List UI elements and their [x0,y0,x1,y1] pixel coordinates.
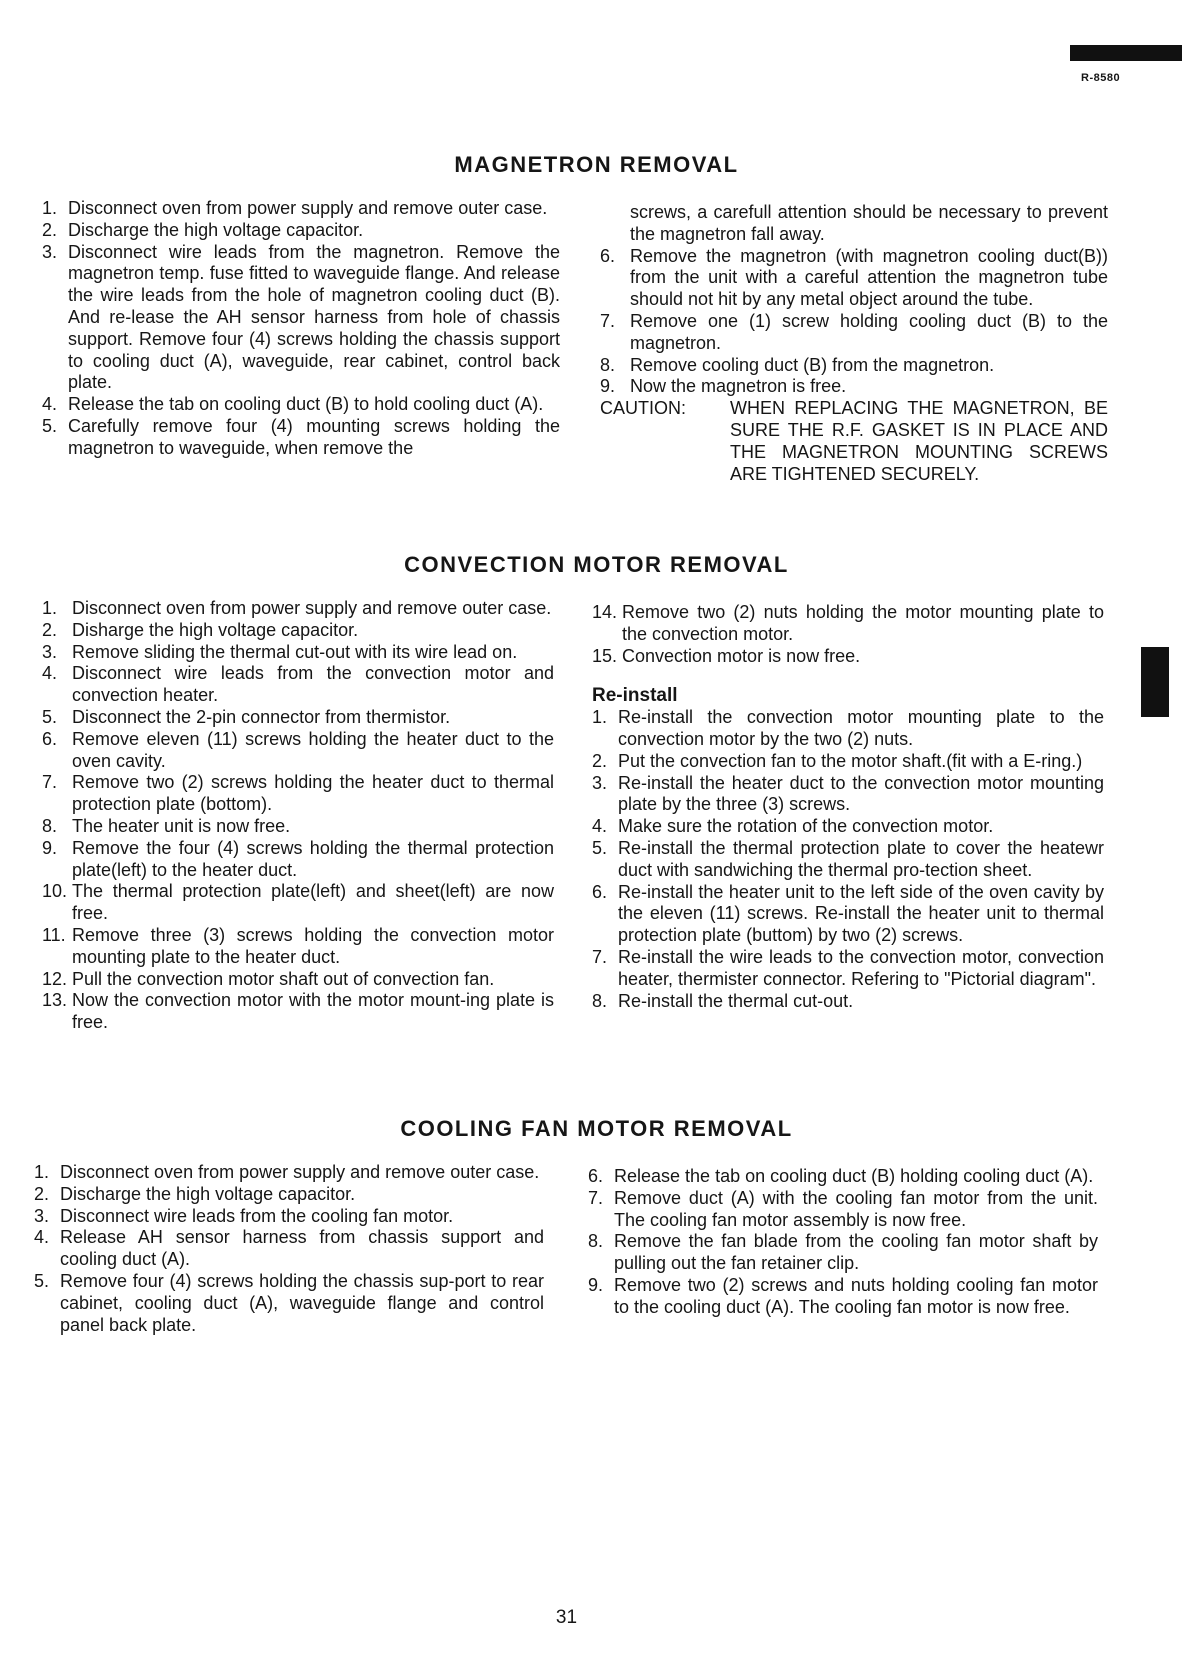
list-item: 9. Now the magnetron is free. [600,376,847,397]
list-item: 2. Disharge the high voltage capacitor. [42,619,359,640]
cooling-left-column [34,1162,544,1336]
list-item: 6. Remove eleven (11) screws holding the heater duct to the oven cavity. [42,728,554,771]
caution-label: CAUTION: [600,398,687,419]
list-item: 2. Put the convection fan to the motor shaft.(fit with a E-ring.) [592,750,1083,771]
cooling-fan-section-title: COOLING FAN MOTOR REMOVAL [400,1116,793,1141]
list-item: 3. Re-install the heater duct to the convection motor mounting plate by the three (3) screws. [592,772,1104,815]
list-item: 11. Remove three (3) screws holding the convection motor mounting plate to the heater duct. [42,924,554,967]
list-item: 4. Make sure the rotation of the convection motor. [592,816,994,837]
list-item: 7. Remove duct (A) with the cooling fan motor from the unit. The cooling fan motor assembly is now free. [588,1187,1098,1230]
list-item: 8. Re-install the thermal cut-out. [592,990,854,1011]
page-number: 31 [555,1607,578,1628]
list-item: 14. Remove two (2) nuts holding the motor mounting plate to the convection motor. [592,602,1104,644]
cooling-right-column [588,1166,1098,1319]
list-item: 9. Remove the four (4) screws holding the thermal protection plate(left) to the heater duct. [42,837,554,880]
model-number: R-8580 [1081,72,1121,84]
list-item: 5. Remove four (4) screws holding the chassis sup-port to rear cabinet, cooling duct (A), waveguide flange and control panel back plate. [34,1270,544,1335]
list-item: 13. Now the convection motor with the motor mount-ing plate is free. [42,990,554,1033]
list-item: 4. Release AH sensor harness from chassis support and cooling duct (A). [34,1227,544,1270]
list-item: 5. Disconnect the 2-pin connector from thermistor. [42,706,451,727]
list-item: 7. Re-install the wire leads to the convection motor, convection heater, thermister connector. Refering to "Pictorial diagram". [592,946,1104,989]
list-item: 6. Re-install the heater unit to the left side of the oven cavity by the eleven (11) screws. Re-install the heater unit to thermal protection plate (buttom) by two (2) screws. [592,881,1104,946]
list-item: 5. Re-install the thermal protection plate to cover the heatewr duct with sandwiching the thermal pro-tection sheet. [592,837,1104,880]
caution-text: WHEN REPLACING THE MAGNETRON, BE SURE THE R.F. GASKET IS IN PLACE AND THE MAGNETRON MOUNTING SCREWS ARE TIGHTENED SECURELY. [730,398,1108,484]
convection-right-column [592,602,1104,1012]
list-item: 2. Discharge the high voltage capacitor. [34,1183,356,1204]
header-black-bar [1070,45,1182,61]
list-item: 1. Disconnect oven from power supply and remove outer case. [34,1162,540,1182]
continuation-text: screws, a carefull attention should be necessary to prevent the magnetron fall away. [630,202,1108,244]
list-item: 4. Disconnect wire leads from the convection motor and convection heater. [42,663,554,706]
magnetron-section-title: MAGNETRON REMOVAL [454,152,739,177]
list-item: 8. The heater unit is now free. [42,815,291,836]
list-item: 4. Release the tab on cooling duct (B) to hold cooling duct (A). [42,394,544,415]
list-item: 12. Pull the convection motor shaft out of convection fan. [42,968,495,989]
magnetron-left-column [42,198,560,460]
list-item: 5. Carefully remove four (4) mounting screws holding the magnetron to waveguide, when remove the [42,415,560,458]
list-item: 10. The thermal protection plate(left) and sheet(left) are now free. [42,881,554,924]
list-item: 1. Disconnect oven from power supply and remove outer case. [42,198,548,218]
list-item: 1. Disconnect oven from power supply and remove outer case. [42,598,552,618]
list-item: 6. Remove the magnetron (with magnetron cooling duct(B)) from the unit with a careful attention the magnetron tube should not hit by any metal object around the tube. [600,245,1108,310]
convection-left-column [42,598,554,1034]
list-item: 9. Remove two (2) screws and nuts holding cooling fan motor to the cooling duct (A). The cooling fan motor is now free. [588,1274,1098,1317]
reinstall-heading: Re-install [592,685,678,707]
list-item: 15. Convection motor is now free. [592,645,861,666]
side-index-tab [1141,647,1169,717]
magnetron-right-column [600,202,1108,485]
list-item: 2. Discharge the high voltage capacitor. [42,219,364,240]
list-item: 8. Remove the fan blade from the cooling fan motor shaft by pulling out the fan retainer clip. [588,1231,1098,1274]
list-item: 8. Remove cooling duct (B) from the magnetron. [600,354,995,375]
list-item: 7. Remove two (2) screws holding the heater duct to thermal protection plate (bottom). [42,772,554,815]
list-item: 3. Remove sliding the thermal cut-out with its wire lead on. [42,641,518,662]
list-item: 6. Release the tab on cooling duct (B) holding cooling duct (A). [588,1166,1094,1186]
list-item: 1. Re-install the convection motor mounting plate to the convection motor by the two (2) nuts. [592,707,1104,749]
convection-section-title: CONVECTION MOTOR REMOVAL [404,552,789,577]
list-item: 3. Disconnect wire leads from the cooling fan motor. [34,1205,454,1226]
caution-note [600,398,1108,485]
list-item: 7. Remove one (1) screw holding cooling duct (B) to the magnetron. [600,310,1108,353]
list-item: 3. Disconnect wire leads from the magnetron. Remove the magnetron temp. fuse fitted to waveguide flange. And release the wire leads from the hole of magnetron cooling duct (B). And re-lease the AH sensor harness from hole of chassis support. Remove four (4) screws holding the chassis support to cooling duct (A), waveguide, rear cabinet, control back plate. [42,241,560,393]
